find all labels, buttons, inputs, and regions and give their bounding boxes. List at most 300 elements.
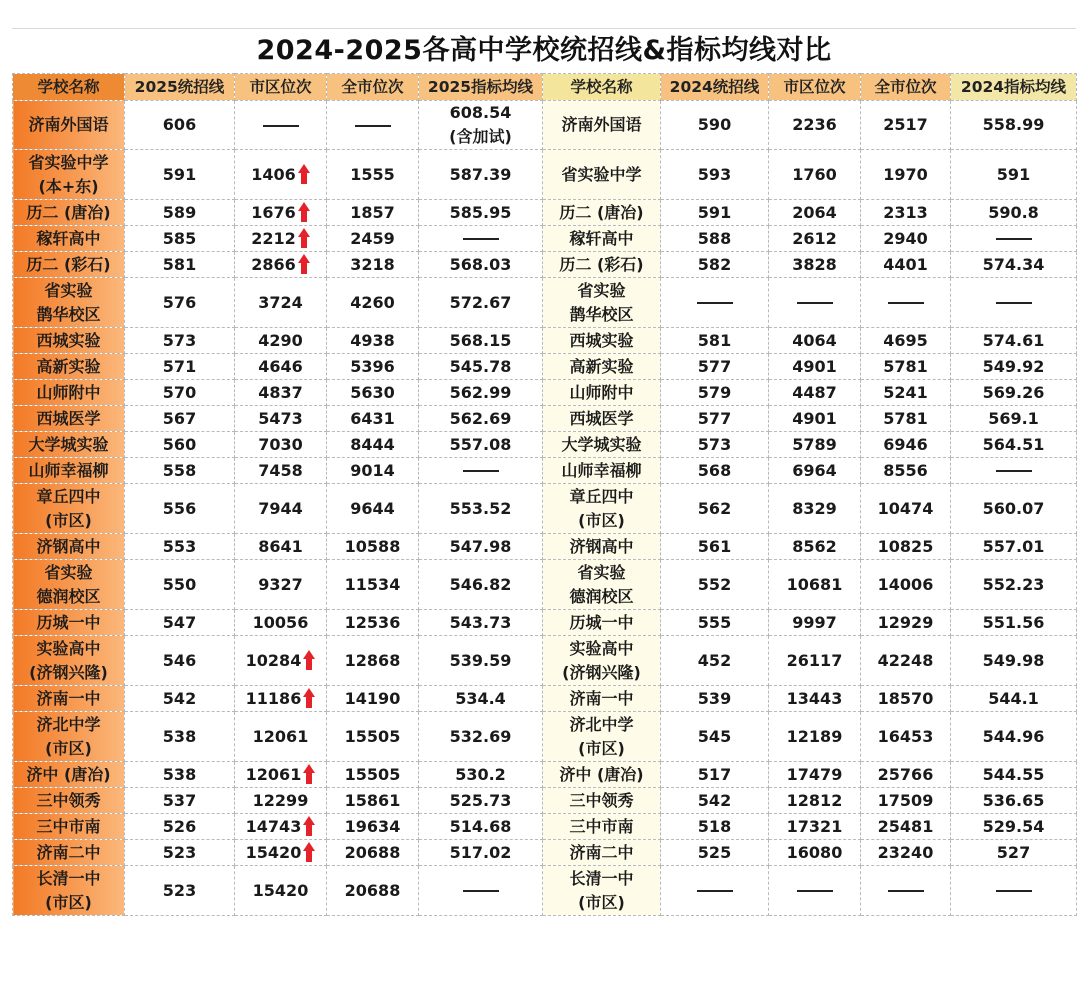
2025-city-rank-cell — [327, 150, 419, 200]
2024-urban-rank-cell — [769, 354, 861, 380]
2024-urban-rank-cell — [769, 610, 861, 636]
cell-text: 549.98 — [982, 650, 1045, 670]
cell-text: 山师附中 — [36, 382, 101, 402]
cell-text: 25766 — [877, 764, 934, 784]
table-row — [13, 762, 1077, 788]
cell-text: 562.99 — [449, 382, 512, 402]
2025-quota-avg-cell — [419, 150, 543, 200]
table-row — [13, 840, 1077, 866]
cell-text: 544.1 — [988, 688, 1039, 708]
cell-text: 12061 — [245, 764, 302, 784]
cell-text: 三中领秀 — [36, 790, 101, 810]
2024-urban-rank-cell — [769, 150, 861, 200]
cell-text: 547.98 — [449, 536, 512, 556]
cell-line: (市区) — [578, 510, 625, 530]
2025-unified-line-cell — [125, 560, 235, 610]
cell-line: (含加试) — [449, 127, 512, 146]
empty-dash — [996, 470, 1032, 472]
2025-unified-line-cell — [125, 840, 235, 866]
cell-text: 581 — [162, 254, 197, 274]
2025-unified-line-cell — [125, 610, 235, 636]
cell-text: 10474 — [877, 498, 934, 518]
2025-urban-rank-cell — [235, 610, 327, 636]
cell-text: 4064 — [792, 330, 837, 350]
cell-line: (市区) — [45, 738, 92, 758]
cell-text: 20688 — [344, 842, 401, 862]
cell-text: 7944 — [258, 498, 303, 518]
2024-quota-avg-cell — [951, 406, 1077, 432]
header-unified-line-2025: 2025统招线 — [125, 74, 235, 101]
cell-text: 5473 — [258, 408, 303, 428]
2024-unified-line-cell — [661, 406, 769, 432]
cell-text: 济南外国语 — [561, 115, 642, 134]
cell-text: 546.82 — [449, 574, 512, 594]
2024-urban-rank-cell — [769, 278, 861, 328]
cell-text: 6964 — [792, 460, 837, 480]
cell-text: 10284 — [245, 650, 302, 670]
cell-text: 553 — [162, 536, 197, 556]
2025-urban-rank-cell — [235, 534, 327, 560]
2025-quota-avg-cell — [419, 814, 543, 840]
2025-quota-avg-cell — [419, 712, 543, 762]
2024-city-rank-cell — [861, 101, 951, 150]
2024-quota-avg-cell — [951, 534, 1077, 560]
cell-text: 2940 — [883, 228, 928, 248]
2025-quota-avg-cell — [419, 328, 543, 354]
2024-urban-rank-cell — [769, 866, 861, 916]
cell-text: 551.56 — [982, 612, 1045, 632]
2025-school-name-cell — [13, 610, 125, 636]
2025-unified-line-cell — [125, 278, 235, 328]
cell-text: 552 — [697, 574, 732, 594]
table-row — [13, 101, 1077, 150]
2024-urban-rank-cell — [769, 840, 861, 866]
2024-quota-avg-cell — [951, 252, 1077, 278]
2024-school-name-cell — [543, 406, 661, 432]
cell-text: 16453 — [877, 726, 934, 746]
2025-city-rank-cell — [327, 484, 419, 534]
empty-dash — [996, 302, 1032, 304]
2025-school-name-cell — [13, 762, 125, 788]
2024-unified-line-cell — [661, 534, 769, 560]
cell-line: 长清一中 — [36, 868, 101, 888]
2025-school-name-cell — [13, 252, 125, 278]
cell-line: 鹊华校区 — [36, 304, 101, 324]
2024-urban-rank-cell — [769, 636, 861, 686]
header-city-rank-2025: 全市位次 — [327, 74, 419, 101]
2025-urban-rank-cell — [235, 866, 327, 916]
2025-school-name-cell — [13, 380, 125, 406]
cell-text: 2212 — [251, 228, 296, 248]
2025-urban-rank-cell — [235, 354, 327, 380]
cell-text: 10588 — [344, 536, 401, 556]
cell-text: 543.73 — [449, 612, 512, 632]
2024-unified-line-cell — [661, 150, 769, 200]
2025-urban-rank-cell — [235, 636, 327, 686]
cell-text: 562.69 — [449, 408, 512, 428]
2025-urban-rank-cell — [235, 686, 327, 712]
2024-school-name-cell — [543, 484, 661, 534]
cell-text: 1970 — [883, 164, 928, 184]
2025-school-name-cell — [13, 354, 125, 380]
2024-city-rank-cell — [861, 354, 951, 380]
2024-urban-rank-cell — [769, 534, 861, 560]
2024-school-name-cell — [543, 101, 661, 150]
2024-quota-avg-cell — [951, 458, 1077, 484]
2024-quota-avg-cell — [951, 380, 1077, 406]
cell-text: 8444 — [350, 434, 395, 454]
cell-text: 589 — [162, 202, 197, 222]
cell-text: 3218 — [350, 254, 395, 274]
2024-city-rank-cell — [861, 200, 951, 226]
cell-text: 523 — [162, 842, 197, 862]
cell-text: 588 — [697, 228, 732, 248]
header-unified-line-2024: 2024统招线 — [661, 74, 769, 101]
cell-text: 577 — [697, 408, 732, 428]
cell-text: 西城实验 — [569, 330, 634, 350]
cell-line: 省实验 — [44, 280, 93, 300]
2025-city-rank-cell — [327, 866, 419, 916]
cell-text: 6946 — [883, 434, 928, 454]
2024-quota-avg-cell — [951, 788, 1077, 814]
comparison-sheet — [12, 28, 1076, 916]
cell-text: 534.4 — [455, 688, 506, 708]
2025-school-name-cell — [13, 226, 125, 252]
2025-school-name-cell — [13, 150, 125, 200]
2025-urban-rank-cell — [235, 814, 327, 840]
cell-text: 历二 (彩石) — [559, 254, 644, 274]
cell-text: 8329 — [792, 498, 837, 518]
cell-text: 587.39 — [449, 164, 512, 184]
empty-dash — [463, 238, 499, 240]
2024-urban-rank-cell — [769, 458, 861, 484]
2024-urban-rank-cell — [769, 686, 861, 712]
cell-text: 526 — [162, 816, 197, 836]
cell-text: 三中市南 — [569, 816, 634, 836]
2025-urban-rank-cell — [235, 150, 327, 200]
2025-unified-line-cell — [125, 101, 235, 150]
cell-text: 历二 (彩石) — [26, 254, 111, 274]
2025-urban-rank-cell — [235, 328, 327, 354]
cell-text: 12299 — [252, 790, 309, 810]
cell-text: 省实验中学 — [561, 164, 642, 184]
2025-school-name-cell — [13, 432, 125, 458]
cell-text: 2612 — [792, 228, 837, 248]
cell-text: 523 — [162, 880, 197, 900]
cell-text: 550 — [162, 574, 197, 594]
table-row — [13, 380, 1077, 406]
table-row — [13, 484, 1077, 534]
2024-unified-line-cell — [661, 484, 769, 534]
cell-text: 西城医学 — [36, 408, 101, 428]
2024-unified-line-cell — [661, 712, 769, 762]
cell-text: 济南二中 — [36, 842, 101, 862]
cell-text: 537 — [162, 790, 197, 810]
cell-line: 鹊华校区 — [569, 304, 634, 324]
cell-text: 15861 — [344, 790, 401, 810]
cell-text: 539.59 — [449, 650, 512, 670]
rank-up-arrow-icon — [303, 650, 315, 670]
2024-city-rank-cell — [861, 252, 951, 278]
cell-text: 稼轩高中 — [36, 228, 101, 248]
2025-school-name-cell — [13, 200, 125, 226]
2025-city-rank-cell — [327, 788, 419, 814]
2025-urban-rank-cell — [235, 380, 327, 406]
2025-urban-rank-cell — [235, 101, 327, 150]
cell-text: 6431 — [350, 408, 395, 428]
cell-text: 4901 — [792, 408, 837, 428]
2024-unified-line-cell — [661, 252, 769, 278]
cell-text: 591 — [162, 164, 197, 184]
2024-city-rank-cell — [861, 278, 951, 328]
2024-urban-rank-cell — [769, 328, 861, 354]
cell-text: 606 — [162, 115, 197, 134]
cell-text: 568.15 — [449, 330, 512, 350]
cell-text: 历城一中 — [36, 612, 101, 632]
2024-quota-avg-cell — [951, 814, 1077, 840]
2025-unified-line-cell — [125, 712, 235, 762]
2025-city-rank-cell — [327, 226, 419, 252]
2025-city-rank-cell — [327, 252, 419, 278]
2025-city-rank-cell — [327, 101, 419, 150]
2025-city-rank-cell — [327, 534, 419, 560]
2025-unified-line-cell — [125, 226, 235, 252]
2025-urban-rank-cell — [235, 840, 327, 866]
2025-school-name-cell — [13, 484, 125, 534]
cell-text: 3724 — [258, 292, 303, 312]
2025-quota-avg-cell — [419, 866, 543, 916]
table-row — [13, 200, 1077, 226]
cell-text: 552.23 — [982, 574, 1045, 594]
cell-text: 574.61 — [982, 330, 1045, 350]
cell-text: 518 — [697, 816, 732, 836]
header-school-name-2025: 学校名称 — [13, 74, 125, 101]
cell-text: 561 — [697, 536, 732, 556]
cell-line: 章丘四中 — [569, 486, 634, 506]
2025-city-rank-cell — [327, 610, 419, 636]
2025-school-name-cell — [13, 406, 125, 432]
cell-text: 577 — [697, 356, 732, 376]
cell-text: 4901 — [792, 356, 837, 376]
cell-text: 4290 — [258, 330, 303, 350]
2025-unified-line-cell — [125, 354, 235, 380]
cell-text: 536.65 — [982, 790, 1045, 810]
cell-text: 济中 (唐冶) — [559, 764, 644, 784]
2025-unified-line-cell — [125, 788, 235, 814]
rank-up-arrow-icon — [298, 164, 310, 184]
cell-text: 7458 — [258, 460, 303, 480]
cell-line: 济北中学 — [36, 714, 101, 734]
2024-city-rank-cell — [861, 226, 951, 252]
header-urban-rank-2024: 市区位次 — [769, 74, 861, 101]
cell-line: 济北中学 — [569, 714, 634, 734]
2024-unified-line-cell — [661, 226, 769, 252]
cell-text: 549.92 — [982, 356, 1045, 376]
cell-line: 德润校区 — [36, 586, 101, 606]
2025-city-rank-cell — [327, 406, 419, 432]
2025-quota-avg-cell — [419, 354, 543, 380]
cell-text: 558 — [162, 460, 197, 480]
cell-text: 11186 — [245, 688, 302, 708]
cell-text: 5781 — [883, 408, 928, 428]
cell-text: 569.26 — [982, 382, 1045, 402]
2024-urban-rank-cell — [769, 226, 861, 252]
cell-text: 8556 — [883, 460, 928, 480]
2025-city-rank-cell — [327, 354, 419, 380]
cell-text: 济中 (唐冶) — [26, 764, 111, 784]
table-row — [13, 226, 1077, 252]
2025-unified-line-cell — [125, 484, 235, 534]
cell-text: 2459 — [350, 228, 395, 248]
2024-city-rank-cell — [861, 840, 951, 866]
cell-text: 525 — [697, 842, 732, 862]
2024-quota-avg-cell — [951, 560, 1077, 610]
cell-line: (济钢兴隆) — [562, 662, 641, 682]
cell-line: (市区) — [578, 892, 625, 912]
2024-unified-line-cell — [661, 328, 769, 354]
cell-text: 4401 — [883, 254, 928, 274]
cell-text: 593 — [697, 164, 732, 184]
2024-city-rank-cell — [861, 788, 951, 814]
cell-text: 10681 — [786, 574, 843, 594]
cell-text: 12061 — [252, 726, 309, 746]
cell-text: 2064 — [792, 202, 837, 222]
2025-quota-avg-cell — [419, 484, 543, 534]
cell-text: 历二 (唐冶) — [26, 202, 111, 222]
2025-quota-avg-cell — [419, 610, 543, 636]
2024-city-rank-cell — [861, 432, 951, 458]
cell-text: 三中市南 — [36, 816, 101, 836]
cell-text: 532.69 — [449, 726, 512, 746]
2025-unified-line-cell — [125, 866, 235, 916]
cell-text: 26117 — [786, 650, 843, 670]
cell-text: 2236 — [792, 115, 837, 134]
2024-quota-avg-cell — [951, 610, 1077, 636]
cell-text: 3828 — [792, 254, 837, 274]
cell-text: 17479 — [786, 764, 843, 784]
cell-text: 585 — [162, 228, 197, 248]
cell-line: 608.54 — [449, 103, 512, 122]
2025-city-rank-cell — [327, 686, 419, 712]
2025-school-name-cell — [13, 278, 125, 328]
cell-text: 15505 — [344, 764, 401, 784]
2024-unified-line-cell — [661, 840, 769, 866]
2025-unified-line-cell — [125, 432, 235, 458]
cell-text: 585.95 — [449, 202, 512, 222]
2024-unified-line-cell — [661, 380, 769, 406]
cell-text: 572.67 — [449, 292, 512, 312]
cell-text: 529.54 — [982, 816, 1045, 836]
2024-quota-avg-cell — [951, 150, 1077, 200]
cell-text: 42248 — [877, 650, 934, 670]
cell-text: 2866 — [251, 254, 296, 274]
2024-school-name-cell — [543, 150, 661, 200]
cell-text: 大学城实验 — [561, 434, 642, 454]
cell-line: (市区) — [578, 738, 625, 758]
table-row — [13, 686, 1077, 712]
2024-city-rank-cell — [861, 484, 951, 534]
2024-urban-rank-cell — [769, 814, 861, 840]
table-header-row — [13, 74, 1077, 101]
2025-urban-rank-cell — [235, 406, 327, 432]
cell-text: 9014 — [350, 460, 395, 480]
page-title: 2024-2025各高中学校统招线&指标均线对比 — [12, 28, 1076, 73]
2025-city-rank-cell — [327, 458, 419, 484]
cell-line: 实验高中 — [36, 638, 101, 658]
2025-school-name-cell — [13, 636, 125, 686]
2024-school-name-cell — [543, 610, 661, 636]
cell-text: 560.07 — [982, 498, 1045, 518]
table-row — [13, 406, 1077, 432]
cell-text: 576 — [162, 292, 197, 312]
cell-text: 7030 — [258, 434, 303, 454]
cell-text: 1760 — [792, 164, 837, 184]
cell-text: 4938 — [350, 330, 395, 350]
2025-unified-line-cell — [125, 252, 235, 278]
table-row — [13, 354, 1077, 380]
cell-text: 539 — [697, 688, 732, 708]
2025-quota-avg-cell — [419, 762, 543, 788]
2024-school-name-cell — [543, 788, 661, 814]
2025-city-rank-cell — [327, 636, 419, 686]
cell-text: 5789 — [792, 434, 837, 454]
2024-unified-line-cell — [661, 610, 769, 636]
cell-text: 567 — [162, 408, 197, 428]
cell-text: 23240 — [877, 842, 934, 862]
rank-up-arrow-icon — [303, 764, 315, 784]
empty-dash — [463, 470, 499, 472]
cell-text: 542 — [162, 688, 197, 708]
cell-text: 高新实验 — [36, 356, 101, 376]
table-row — [13, 636, 1077, 686]
2024-school-name-cell — [543, 636, 661, 686]
table-row — [13, 458, 1077, 484]
2025-quota-avg-cell — [419, 458, 543, 484]
table-row — [13, 432, 1077, 458]
2025-school-name-cell — [13, 458, 125, 484]
header-quota-avg-2025: 2025指标均线 — [419, 74, 543, 101]
2025-quota-avg-cell — [419, 226, 543, 252]
2024-urban-rank-cell — [769, 560, 861, 610]
cell-text: 571 — [162, 356, 197, 376]
cell-line: 省实验中学 — [28, 152, 109, 172]
2025-quota-avg-cell — [419, 686, 543, 712]
2025-urban-rank-cell — [235, 458, 327, 484]
2024-quota-avg-cell — [951, 712, 1077, 762]
cell-text: 4260 — [350, 292, 395, 312]
cell-text: 547 — [162, 612, 197, 632]
cell-line: 省实验 — [577, 562, 626, 582]
2024-school-name-cell — [543, 200, 661, 226]
table-row — [13, 278, 1077, 328]
cell-text: 574.34 — [982, 254, 1045, 274]
2025-urban-rank-cell — [235, 252, 327, 278]
2024-city-rank-cell — [861, 380, 951, 406]
cell-text: 557.01 — [982, 536, 1045, 556]
2024-city-rank-cell — [861, 866, 951, 916]
2025-unified-line-cell — [125, 380, 235, 406]
2025-urban-rank-cell — [235, 762, 327, 788]
cell-text: 527 — [996, 842, 1031, 862]
2025-unified-line-cell — [125, 200, 235, 226]
cell-text: 历城一中 — [569, 612, 634, 632]
header-city-rank-2024: 全市位次 — [861, 74, 951, 101]
cell-text: 4646 — [258, 356, 303, 376]
cell-text: 济南二中 — [569, 842, 634, 862]
2024-quota-avg-cell — [951, 484, 1077, 534]
2025-quota-avg-cell — [419, 840, 543, 866]
table-row — [13, 252, 1077, 278]
